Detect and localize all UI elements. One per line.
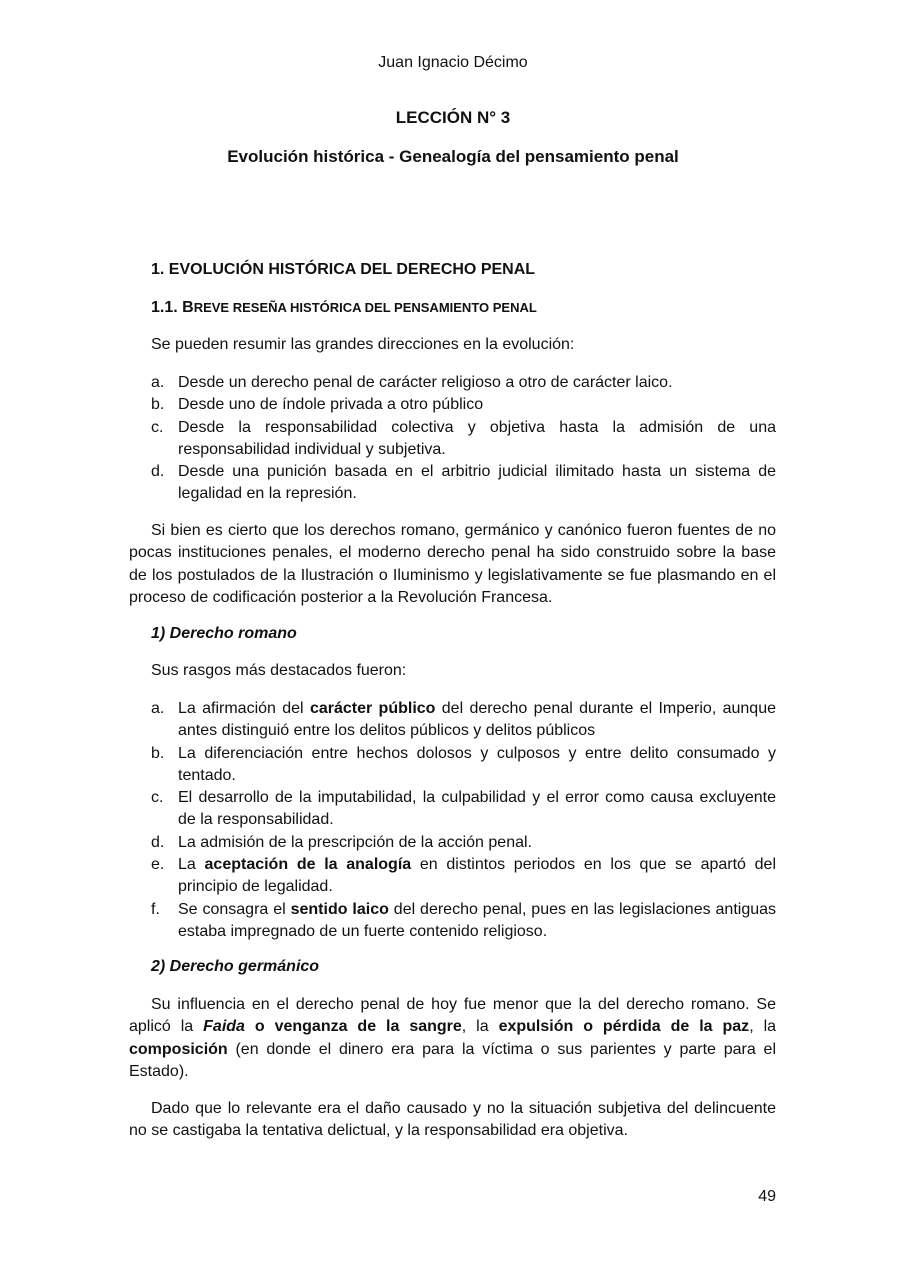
- list-item: d. La admisión de la prescripción de la acción penal.: [151, 832, 776, 854]
- list-item: b. La diferenciación entre hechos dolosos y culposos y entre delito consumado y tentado.: [151, 744, 776, 784]
- emphasis: composición: [129, 1040, 228, 1058]
- list-item: f. Se consagra el sentido laico del derecho penal, pues en las legislaciones antiguas estaba impregnado de un fuerte contenido religioso.: [151, 900, 777, 940]
- evolution-list: [151, 372, 776, 506]
- emphasis: carácter público: [309, 700, 436, 717]
- page-number: 49: [758, 1188, 776, 1205]
- list-marker: b.: [151, 396, 165, 414]
- intro-text: Se pueden resumir las grandes direcciones en la evolución:: [151, 336, 575, 353]
- list-marker: c.: [151, 789, 164, 807]
- lesson-title: LECCIÓN N° 3: [395, 108, 511, 127]
- list-marker: a.: [151, 374, 165, 391]
- emphasis: sentido laico: [290, 900, 389, 918]
- list-item-text: Desde la responsabilidad colectiva y objetiva hasta la admisión de una responsabilidad individual y subjetiva.: [178, 418, 776, 458]
- subsection-number: 1.1.: [151, 299, 183, 316]
- list-item: [151, 461, 776, 506]
- list-marker: e.: [151, 856, 165, 874]
- list-marker: a.: [151, 700, 165, 717]
- list-marker: f.: [151, 900, 160, 918]
- list-item-text: Desde un derecho penal de carácter religioso a otro de carácter laico.: [178, 374, 673, 391]
- page-header-author: Juan Ignacio Décimo: [378, 54, 528, 71]
- subsection-title: REVE RESEÑA HISTÓRICA DEL PENSAMIENTO PENAL: [193, 300, 537, 315]
- emphasis: expulsión o pérdida de la paz: [498, 1018, 750, 1036]
- list-item-text: Desde una punición basada en el arbitrio judicial ilimitado hasta un sistema de legalidad en la represión.: [178, 463, 776, 503]
- roman-intro: Sus rasgos más destacados fueron:: [151, 662, 407, 679]
- section-heading: 1. EVOLUCIÓN HISTÓRICA DEL DERECHO PENAL: [151, 261, 536, 278]
- lesson-subtitle: Evolución histórica - Genealogía del pensamiento penal: [227, 147, 679, 166]
- emphasis: Faida: [203, 1018, 245, 1036]
- subsection-initial: B: [182, 299, 194, 316]
- germanic-paragraph-1: Su influencia en el derecho penal de hoy fue menor que la del derecho romano. Se aplicó la Faida o venganza de la sangre, la expulsión o pérdida de la paz, la composición (en donde el dinero era para la víctima o sus parientes y parte para el Estado).: [129, 996, 777, 1080]
- list-item-text: Desde uno de índole privada a otro público: [178, 396, 484, 414]
- subsection-heading: [151, 299, 537, 317]
- list-item: [151, 417, 776, 462]
- roman-law-heading: 1) Derecho romano: [151, 625, 297, 642]
- list-item: c. El desarrollo de la imputabilidad, la culpabilidad y el error como causa excluyente de la responsabilidad.: [151, 789, 776, 829]
- emphasis: o venganza de la sangre: [244, 1018, 462, 1036]
- list-marker: d.: [151, 463, 165, 481]
- emphasis: aceptación de la analogía: [204, 856, 412, 874]
- list-item: e. La aceptación de la analogía en distintos periodos en los que se apartó del principio de legalidad.: [151, 856, 777, 896]
- germanic-paragraph-2: Dado que lo relevante era el daño causado y no la situación subjetiva del delincuente no se castigaba la tentativa delictual, y la responsabilidad era objetiva.: [129, 1100, 776, 1140]
- body-paragraph: Si bien es cierto que los derechos romano, germánico y canónico fueron fuentes de no pocas instituciones penales, el moderno derecho penal ha sido construido sobre la base de los postulados de la Ilustración o Iluminismo y legislativamente se fue plasmando en el proceso de codificación posterior a la Revolución Francesa.: [129, 522, 776, 606]
- list-item: [151, 394, 776, 416]
- list-marker: d.: [151, 833, 165, 851]
- list-marker: c.: [151, 418, 164, 436]
- germanic-law-heading: 2) Derecho germánico: [151, 958, 320, 975]
- list-item: a. La afirmación del carácter público del derecho penal durante el Imperio, aunque antes distinguió entre los delitos públicos y delitos públicos: [151, 700, 777, 740]
- list-item: [151, 372, 776, 394]
- roman-features-list: [151, 698, 776, 943]
- list-marker: b.: [151, 744, 165, 762]
